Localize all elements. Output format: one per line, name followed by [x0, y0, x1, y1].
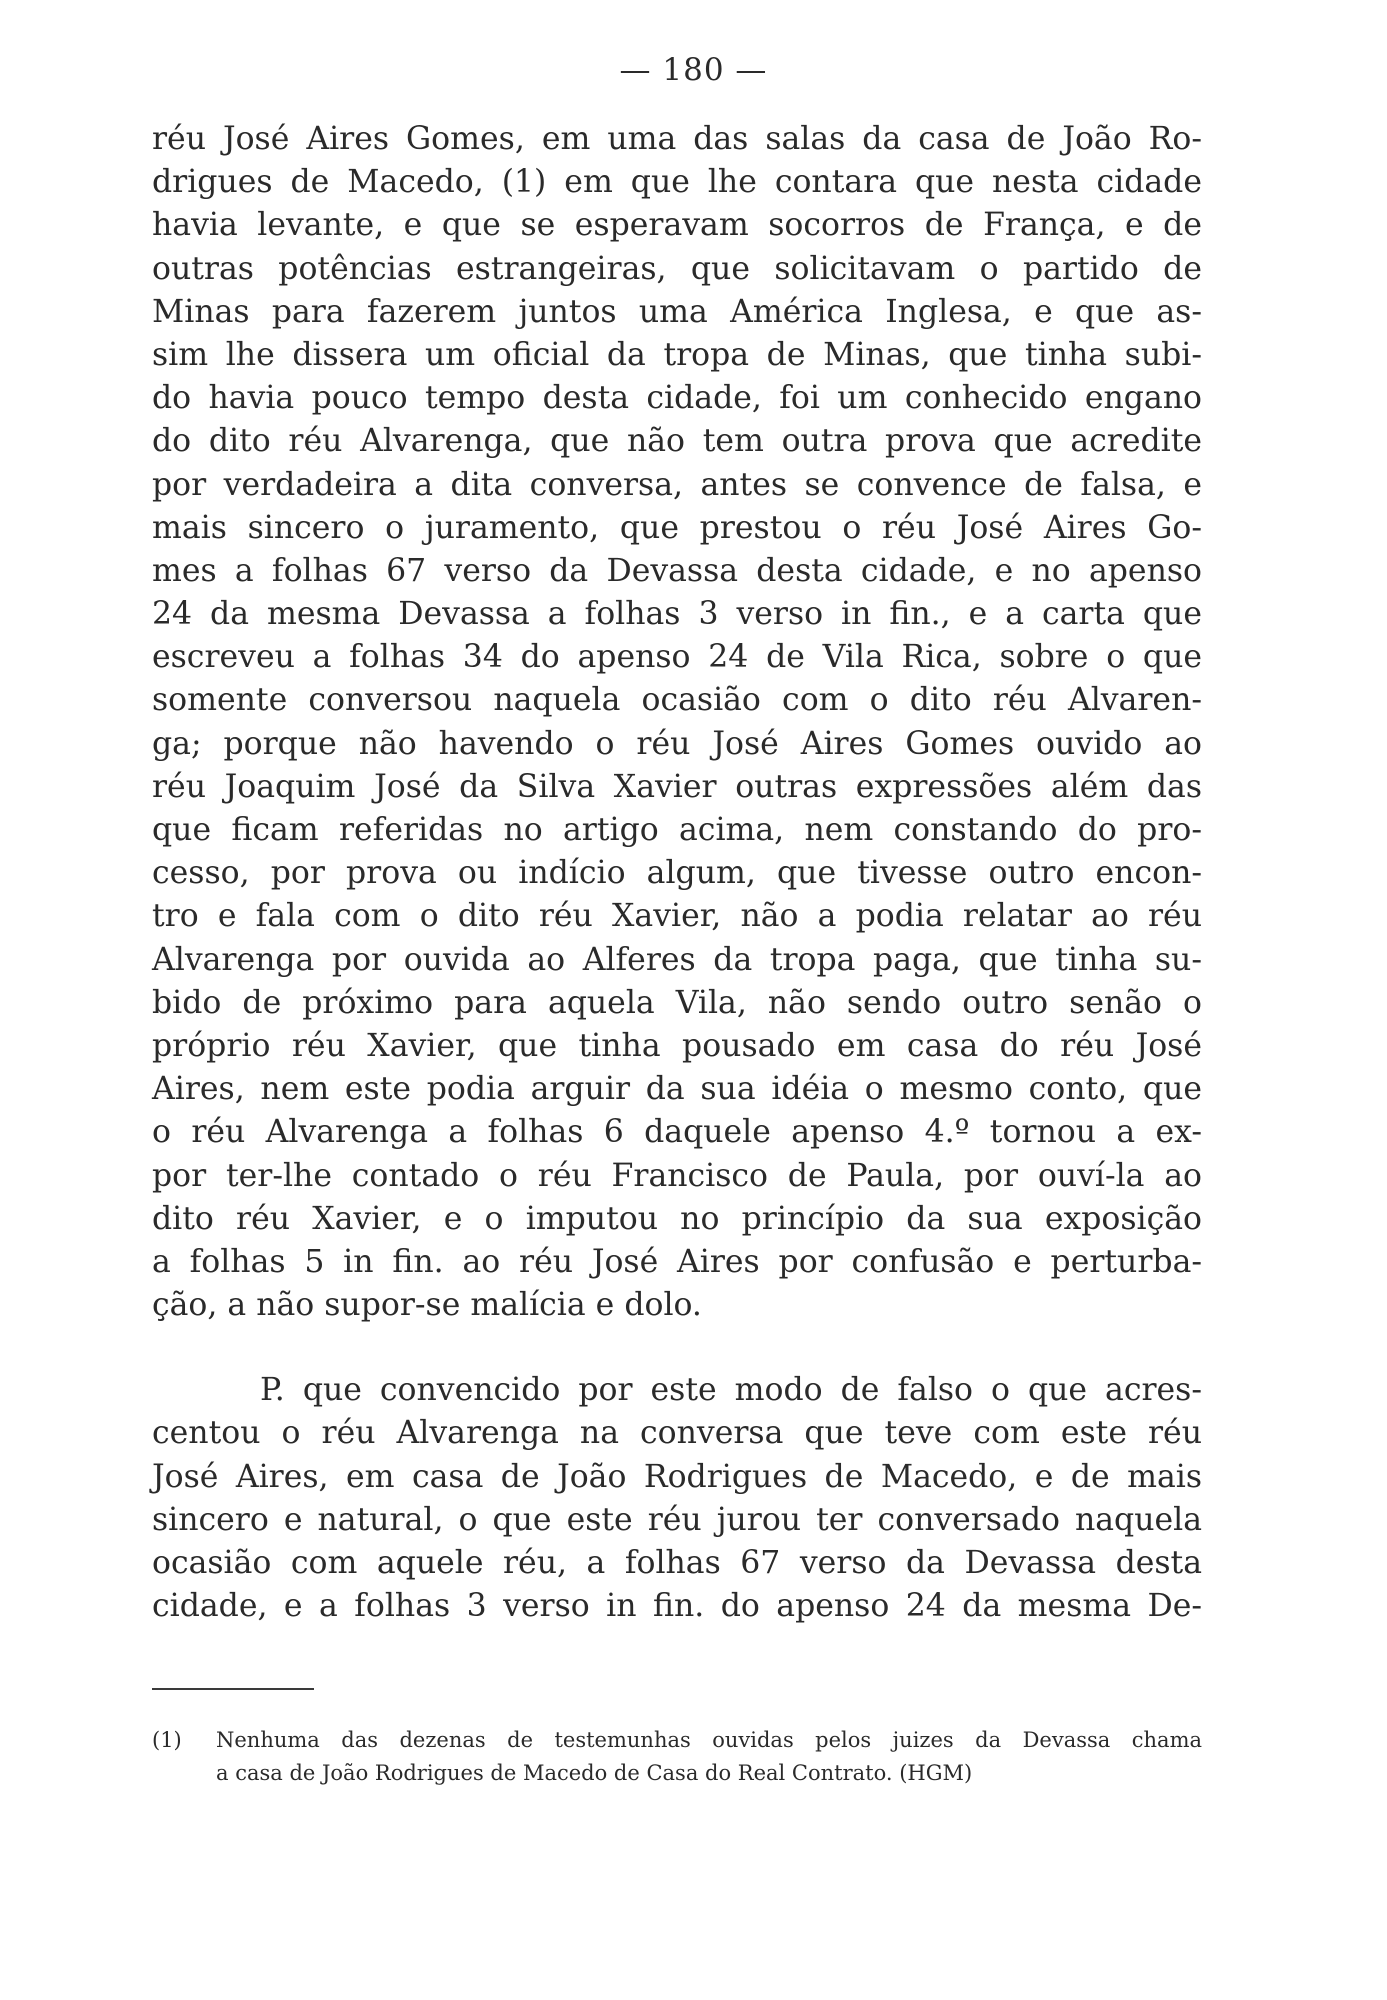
text-line: por ter-lhe contado o réu Francisco de Paula, por ouví-la ao	[152, 1157, 1202, 1194]
text-line: cesso, por prova ou indício algum, que tivesse outro encon-	[152, 855, 1202, 892]
text-line: o réu Alvarenga a folhas 6 daquele apenso 4.º tornou a ex-	[152, 1114, 1202, 1151]
text-line: somente conversou naquela ocasião com o dito réu Alvaren-	[152, 682, 1202, 719]
text-line: ga; porque não havendo o réu José Aires Gomes ouvido ao	[152, 725, 1202, 762]
text-line: ocasião com aquele réu, a folhas 67 verso da Devassa desta	[152, 1545, 1202, 1581]
text-line: tro e fala com o dito réu Xavier, não a podia relatar ao réu	[152, 898, 1202, 935]
text-line: outras potências estrangeiras, que solicitavam o partido de	[152, 250, 1202, 287]
text-line: Alvarenga por ouvida ao Alferes da tropa paga, que tinha su-	[152, 941, 1202, 978]
text-line: P. que convencido por este modo de falso o que acres-	[260, 1372, 1202, 1409]
text-line: José Aires, em casa de João Rodrigues de Macedo, e de mais	[152, 1458, 1202, 1495]
text-line: réu Joaquim José da Silva Xavier outras expressões além das	[152, 768, 1202, 805]
text-line: do dito réu Alvarenga, que não tem outra prova que acredite	[152, 423, 1202, 460]
text-line: réu José Aires Gomes, em uma das salas da casa de João Ro-	[152, 121, 1202, 157]
text-line: Aires, nem este podia arguir da sua idéia o mesmo conto, que	[152, 1071, 1202, 1108]
text-line: sim lhe dissera um oficial da tropa de Minas, que tinha subi-	[152, 336, 1202, 373]
footnote-line: a casa de João Rodrigues de Macedo de Casa do Real Contrato. (HGM)	[216, 1761, 973, 1785]
text-line: do havia pouco tempo desta cidade, foi um conhecido engano	[152, 380, 1202, 417]
text-line: por verdadeira a dita conversa, antes se convence de falsa, e	[152, 466, 1202, 503]
text-line: centou o réu Alvarenga na conversa que teve com este réu	[152, 1415, 1202, 1452]
body-text	[152, 118, 1202, 1628]
text-line: dito réu Xavier, e o imputou no princípio da sua exposição	[152, 1200, 1202, 1237]
text-line: 24 da mesma Devassa a folhas 3 verso in fin., e a carta que	[152, 596, 1202, 633]
footnote-text: Nenhuma das dezenas de testemunhas ouvidas pelos juizes da Devassa chama	[216, 1728, 1202, 1752]
text-line: drigues de Macedo, (1) em que lhe contara que nesta cidade	[152, 164, 1202, 201]
footnote	[152, 1724, 1202, 1790]
paragraph-1	[152, 118, 1202, 1327]
text-line: ção, a não supor-se malícia e dolo.	[152, 1287, 702, 1324]
paragraph-spacer	[152, 1327, 1202, 1369]
text-line: escreveu a folhas 34 do apenso 24 de Vila Rica, sobre o que	[152, 639, 1202, 676]
footnote-divider	[152, 1688, 314, 1690]
text-line: cidade, e a folhas 3 verso in fin. do apenso 24 da mesma De-	[152, 1588, 1202, 1625]
text-line: havia levante, e que se esperavam socorros de França, e de	[152, 207, 1202, 244]
page-number: — 180 —	[619, 52, 768, 88]
text-line: mais sincero o juramento, que prestou o réu José Aires Go-	[152, 509, 1202, 546]
text-line: que ficam referidas no artigo acima, nem constando do pro-	[152, 812, 1202, 848]
text-line: bido de próximo para aquela Vila, não sendo outro senão o	[152, 984, 1202, 1021]
text-line: mes a folhas 67 verso da Devassa desta cidade, e no apenso	[152, 552, 1202, 589]
text-line: sincero e natural, o que este réu jurou ter conversado naquela	[152, 1501, 1202, 1538]
text-line: Minas para fazerem juntos uma América Inglesa, e que as-	[152, 293, 1202, 330]
text-line: a folhas 5 in fin. ao réu José Aires por confusão e perturba-	[152, 1243, 1202, 1280]
text-line: próprio réu Xavier, que tinha pousado em casa do réu José	[152, 1027, 1202, 1064]
footnote-line	[152, 1724, 1202, 1757]
paragraph-2	[152, 1369, 1202, 1628]
footnote-marker: (1)	[152, 1728, 182, 1752]
